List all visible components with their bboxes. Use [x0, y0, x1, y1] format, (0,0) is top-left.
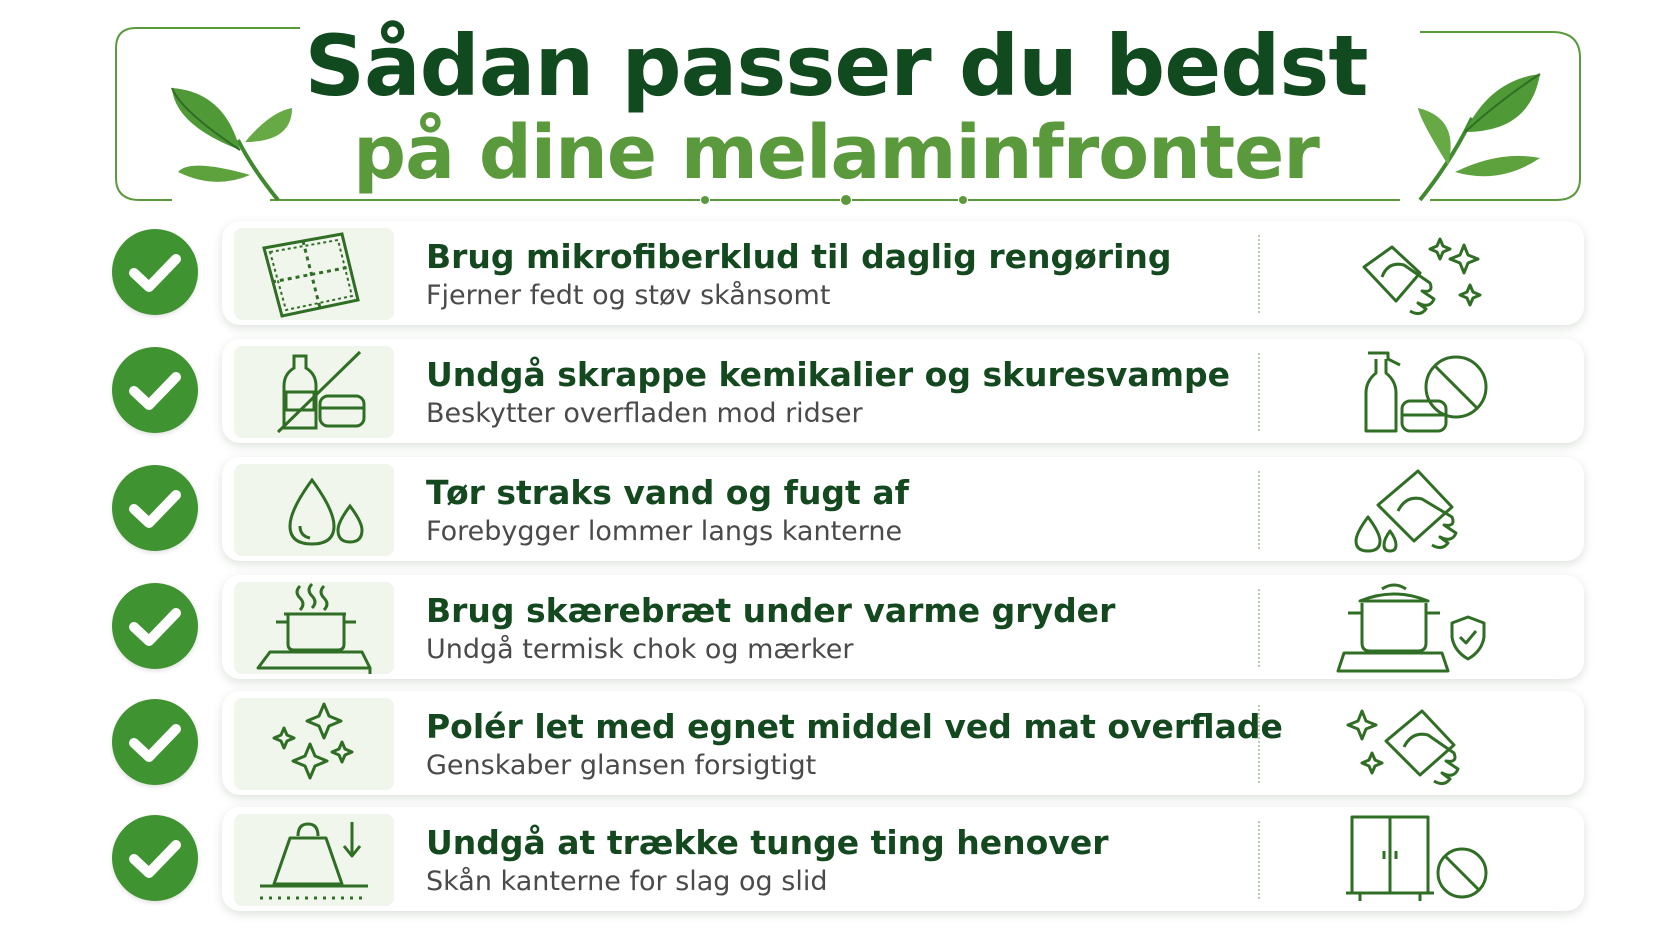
check-icon	[112, 699, 198, 785]
chemical-bottle-sponge-crossed-icon	[234, 346, 394, 438]
cabinet-prohibited-icon	[1322, 811, 1492, 907]
tip-subtitle: Forebygger lommer langs kanterne	[426, 516, 903, 547]
tip-subtitle: Genskaber glansen forsigtigt	[426, 750, 817, 781]
spray-bottle-sponge-prohibited-icon	[1322, 343, 1492, 439]
water-drops-icon	[234, 464, 394, 556]
pot-on-board-shield-icon	[1322, 579, 1492, 675]
check-icon	[112, 583, 198, 669]
page-subtitle: på dine melaminfronter	[353, 110, 1319, 196]
tip-title: Polér let med egnet middel ved mat overflade	[426, 707, 1283, 746]
hot-pot-on-board-icon	[234, 582, 394, 674]
tip-card	[222, 221, 1584, 325]
page-title: Sådan passer du bedst	[304, 17, 1368, 115]
check-icon	[112, 815, 198, 901]
divider	[1258, 471, 1260, 549]
divider	[1258, 821, 1260, 899]
divider	[1258, 235, 1260, 313]
divider	[1258, 353, 1260, 431]
hand-wiping-drops-icon	[1322, 461, 1492, 557]
tip-subtitle: Fjerner fedt og støv skånsomt	[426, 280, 831, 311]
tip-title: Tør straks vand og fugt af	[426, 473, 909, 512]
tip-title: Brug skærebræt under varme gryder	[426, 591, 1116, 630]
tip-subtitle: Beskytter overfladen mod ridser	[426, 398, 863, 429]
tip-card	[222, 807, 1584, 911]
heavy-weight-icon	[234, 814, 394, 906]
check-icon	[112, 465, 198, 551]
divider	[1258, 705, 1260, 783]
sparkles-icon	[234, 698, 394, 790]
tip-title: Undgå skrappe kemikalier og skuresvampe	[426, 355, 1230, 394]
tip-card	[222, 575, 1584, 679]
tip-subtitle: Undgå termisk chok og mærker	[426, 634, 854, 665]
tip-card	[222, 339, 1584, 443]
check-icon	[112, 347, 198, 433]
check-icon	[112, 229, 198, 315]
hand-polishing-sparkle-icon	[1322, 695, 1492, 791]
microfiber-cloth-icon	[234, 228, 394, 320]
hand-wiping-sparkle-icon	[1322, 225, 1492, 321]
tip-card	[222, 457, 1584, 561]
tip-subtitle: Skån kanterne for slag og slid	[426, 866, 828, 897]
tip-title: Brug mikrofiberklud til daglig rengøring	[426, 237, 1172, 276]
divider	[1258, 589, 1260, 667]
tip-title: Undgå at trække tunge ting henover	[426, 823, 1109, 862]
tip-card	[222, 691, 1584, 795]
